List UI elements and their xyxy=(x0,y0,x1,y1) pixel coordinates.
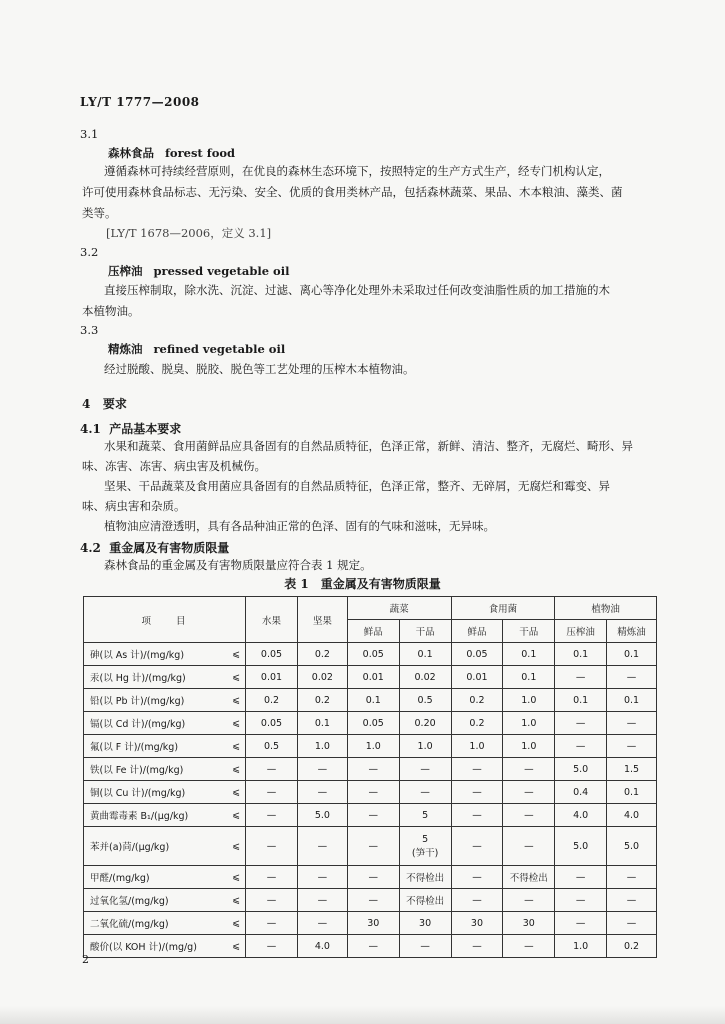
term-cn: 森林食品 xyxy=(108,146,154,160)
table-cell: 0.1 xyxy=(555,643,607,666)
le-sign: ⩽ xyxy=(227,935,245,958)
term-cn: 压榨油 xyxy=(108,264,143,278)
row-item-label: 过氧化氢/(mg/kg) xyxy=(84,889,228,912)
table-cell: 0.01 xyxy=(246,666,298,689)
table-cell: — xyxy=(503,781,555,804)
table-cell: 不得检出 xyxy=(399,866,451,889)
table-cell: 5.0 xyxy=(555,758,607,781)
table-cell: — xyxy=(503,758,555,781)
table-cell: 0.05 xyxy=(246,643,298,666)
row-item-label: 甲醛/(mg/kg) xyxy=(84,866,228,889)
le-sign: ⩽ xyxy=(227,666,245,689)
row-item-label: 二氧化硫/(mg/kg) xyxy=(84,912,228,935)
table-cell: — xyxy=(297,889,347,912)
table-cell: 0.05 xyxy=(347,643,399,666)
row-item-label: 汞(以 Hg 计)/(mg/kg) xyxy=(84,666,228,689)
section-heading xyxy=(80,539,229,556)
standard-header: LY/T 1777—2008 xyxy=(80,95,200,109)
table-cell: 5.0 xyxy=(607,827,657,866)
chapter-title: 要求 xyxy=(102,397,127,411)
le-sign: ⩽ xyxy=(227,827,245,866)
table-cell: 30 xyxy=(399,912,451,935)
table-cell: 1.0 xyxy=(451,735,503,758)
cell-value: 5 xyxy=(422,833,429,845)
paragraph-line: 味、病虫害和杂质。 xyxy=(82,499,186,513)
table-cell: 0.1 xyxy=(399,643,451,666)
table-row xyxy=(84,889,657,912)
table-cell: — xyxy=(451,781,503,804)
table-cell: — xyxy=(503,935,555,958)
header-fresh: 鲜品 xyxy=(347,620,399,643)
table-cell: 30 xyxy=(503,912,555,935)
table-cell: 0.2 xyxy=(451,712,503,735)
row-item-label: 砷(以 As 计)/(mg/kg) xyxy=(84,643,228,666)
header-fungi: 食用菌 xyxy=(451,597,555,620)
table-cell: — xyxy=(503,827,555,866)
table-cell: 1.0 xyxy=(503,712,555,735)
paragraph-line: 植物油应清澄透明，具有各品种油正常的色泽、固有的气味和滋味，无异味。 xyxy=(104,519,495,533)
table-cell: 0.05 xyxy=(347,712,399,735)
table-cell: 0.1 xyxy=(607,689,657,712)
table-cell: — xyxy=(399,781,451,804)
table-caption: 表 1 重金属及有害物质限量 xyxy=(284,577,441,591)
table-cell: 0.01 xyxy=(451,666,503,689)
table-row xyxy=(84,781,657,804)
table-cell: 1.5 xyxy=(607,758,657,781)
section-heading xyxy=(80,420,181,437)
table-cell: — xyxy=(607,889,657,912)
definition-line: 本植物油。 xyxy=(82,304,140,318)
definition-line: 许可使用森林食品标志、无污染、安全、优质的食用类林产品，包括森林蔬菜、果品、木本粮油、藻类、菌 xyxy=(82,185,623,199)
table-cell: — xyxy=(555,666,607,689)
definition-line: 经过脱酸、脱臭、脱胶、脱色等工艺处理的压榨木本植物油。 xyxy=(104,362,415,376)
table-cell: — xyxy=(555,712,607,735)
clause-number: 3.3 xyxy=(80,323,99,337)
term-heading xyxy=(108,341,285,357)
table-cell: 0.1 xyxy=(297,712,347,735)
table-row xyxy=(84,827,657,866)
header-dry: 干品 xyxy=(399,620,451,643)
le-sign: ⩽ xyxy=(227,735,245,758)
page-number: 2 xyxy=(82,953,89,966)
row-item-label: 铁(以 Fe 计)/(mg/kg) xyxy=(84,758,228,781)
table-cell: — xyxy=(297,827,347,866)
table-cell: — xyxy=(555,889,607,912)
table-cell: 1.0 xyxy=(555,935,607,958)
table-cell: 0.20 xyxy=(399,712,451,735)
header-vegetable: 蔬菜 xyxy=(347,597,451,620)
table-cell: — xyxy=(297,912,347,935)
le-sign: ⩽ xyxy=(227,889,245,912)
table-row xyxy=(84,689,657,712)
table-cell: 1.0 xyxy=(503,735,555,758)
table-cell: — xyxy=(246,889,298,912)
clause-number: 3.2 xyxy=(80,245,99,259)
row-item-label: 黄曲霉毒素 B₁/(μg/kg) xyxy=(84,804,228,827)
table-row xyxy=(84,735,657,758)
source-reference: [LY/T 1678—2006，定义 3.1] xyxy=(106,226,272,240)
table-row xyxy=(84,643,657,666)
table-cell: 不得检出 xyxy=(503,866,555,889)
table-cell: 0.1 xyxy=(347,689,399,712)
table-cell: — xyxy=(451,866,503,889)
header-pressed-oil: 压榨油 xyxy=(555,620,607,643)
term-en: refined vegetable oil xyxy=(153,342,286,356)
table-cell: — xyxy=(246,804,298,827)
table-cell: 0.1 xyxy=(555,689,607,712)
table-cell: 0.2 xyxy=(297,689,347,712)
table-cell xyxy=(399,827,451,866)
table-cell: — xyxy=(347,758,399,781)
table-cell: 0.1 xyxy=(607,643,657,666)
paragraph-line: 味、冻害、冻害、病虫害及机械伤。 xyxy=(82,459,266,473)
paragraph-line: 坚果、干品蔬菜及食用菌应具备固有的自然品质特征，色泽正常，整齐、无碎屑，无腐烂和霉变、异 xyxy=(104,479,610,493)
le-sign: ⩽ xyxy=(227,781,245,804)
paragraph-line: 水果和蔬菜、食用菌鲜品应具备固有的自然品质特征，色泽正常，新鲜、清洁、整齐，无腐烂、畸形、异 xyxy=(104,439,633,453)
table-cell: 0.01 xyxy=(347,666,399,689)
row-item-label: 铅(以 Pb 计)/(mg/kg) xyxy=(84,689,228,712)
table-cell: — xyxy=(555,912,607,935)
row-item-label: 苯并(a)苘/(μg/kg) xyxy=(84,827,228,866)
table-cell: 0.2 xyxy=(607,935,657,958)
header-oil: 植物油 xyxy=(555,597,657,620)
table-cell: — xyxy=(607,735,657,758)
row-item-label: 铜(以 Cu 计)/(mg/kg) xyxy=(84,781,228,804)
table-cell: — xyxy=(347,827,399,866)
table-cell: 5.0 xyxy=(555,827,607,866)
cell-note: (笋干) xyxy=(411,847,439,859)
header-fresh: 鲜品 xyxy=(451,620,503,643)
section-number: 4.1 xyxy=(80,422,101,436)
table-cell: — xyxy=(607,712,657,735)
limits-table xyxy=(83,596,657,958)
table-cell: — xyxy=(451,935,503,958)
table-cell: 0.1 xyxy=(607,781,657,804)
term-heading xyxy=(108,145,235,161)
table-cell: 5 xyxy=(399,804,451,827)
table-cell: 0.2 xyxy=(297,643,347,666)
header-refined-oil: 精炼油 xyxy=(607,620,657,643)
table-row xyxy=(84,804,657,827)
row-item-label: 氟(以 F 计)/(mg/kg) xyxy=(84,735,228,758)
definition-line: 类等。 xyxy=(82,206,117,220)
table-cell: — xyxy=(246,781,298,804)
term-heading xyxy=(108,263,289,279)
table-cell: — xyxy=(451,827,503,866)
header-dry: 干品 xyxy=(503,620,555,643)
row-item-label: 酸价(以 KOH 计)/(mg/g) xyxy=(84,935,228,958)
table-cell: 4.0 xyxy=(297,935,347,958)
term-cn: 精炼油 xyxy=(108,342,143,356)
table-cell: — xyxy=(555,866,607,889)
table-cell: — xyxy=(503,804,555,827)
le-sign: ⩽ xyxy=(227,689,245,712)
paragraph-line: 森林食品的重金属及有害物质限量应符合表 1 规定。 xyxy=(104,558,372,572)
table-cell: — xyxy=(399,935,451,958)
table-cell: 0.02 xyxy=(297,666,347,689)
table-row xyxy=(84,935,657,958)
table-cell: — xyxy=(246,827,298,866)
table-cell: — xyxy=(451,758,503,781)
table-cell: — xyxy=(347,804,399,827)
definition-line: 直接压榨制取，除水洗、沉淀、过滤、离心等净化处理外未采取过任何改变油脂性质的加工措施的木 xyxy=(104,283,610,297)
table-cell: — xyxy=(297,866,347,889)
table-cell: — xyxy=(246,758,298,781)
le-sign: ⩽ xyxy=(227,912,245,935)
header-fruit: 水果 xyxy=(246,597,298,643)
table-cell: — xyxy=(607,866,657,889)
table-cell: — xyxy=(246,866,298,889)
table-cell: — xyxy=(297,758,347,781)
table-cell: — xyxy=(555,735,607,758)
table-cell: — xyxy=(607,666,657,689)
chapter-heading xyxy=(82,395,127,412)
section-title: 产品基本要求 xyxy=(109,422,182,436)
table-cell: 1.0 xyxy=(503,689,555,712)
table-cell: — xyxy=(399,758,451,781)
table-cell: 1.0 xyxy=(399,735,451,758)
table-row xyxy=(84,712,657,735)
table-cell: 0.4 xyxy=(555,781,607,804)
section-title: 重金属及有害物质限量 xyxy=(109,541,230,555)
table-cell: — xyxy=(246,912,298,935)
table-cell: 0.1 xyxy=(503,666,555,689)
chapter-number: 4 xyxy=(82,397,91,411)
table-cell: 1.0 xyxy=(347,735,399,758)
table-cell: 0.05 xyxy=(451,643,503,666)
table-cell: 0.5 xyxy=(246,735,298,758)
table-cell: — xyxy=(297,781,347,804)
le-sign: ⩽ xyxy=(227,712,245,735)
table-row xyxy=(84,666,657,689)
le-sign: ⩽ xyxy=(227,643,245,666)
table-cell: 4.0 xyxy=(555,804,607,827)
clause-number: 3.1 xyxy=(80,127,99,141)
table-cell: 30 xyxy=(451,912,503,935)
section-number: 4.2 xyxy=(80,541,101,555)
table-cell: — xyxy=(451,889,503,912)
table-cell: — xyxy=(451,804,503,827)
table-cell: — xyxy=(607,912,657,935)
table-cell: — xyxy=(347,781,399,804)
table-cell: — xyxy=(347,889,399,912)
table-cell: 0.02 xyxy=(399,666,451,689)
table-cell: — xyxy=(246,935,298,958)
header-item: 项 目 xyxy=(84,597,246,643)
term-en: pressed vegetable oil xyxy=(153,264,290,278)
table-cell: — xyxy=(503,889,555,912)
table-row xyxy=(84,912,657,935)
table-row xyxy=(84,866,657,889)
header-nut: 坚果 xyxy=(297,597,347,643)
term-en: forest food xyxy=(164,146,236,160)
table-cell: 0.2 xyxy=(246,689,298,712)
le-sign: ⩽ xyxy=(227,804,245,827)
table-cell: 4.0 xyxy=(607,804,657,827)
table-cell: 0.2 xyxy=(451,689,503,712)
table-cell: 5.0 xyxy=(297,804,347,827)
le-sign: ⩽ xyxy=(227,866,245,889)
row-item-label: 镉(以 Cd 计)/(mg/kg) xyxy=(84,712,228,735)
table-cell: 0.5 xyxy=(399,689,451,712)
table-cell: 0.05 xyxy=(246,712,298,735)
table-cell: 0.1 xyxy=(503,643,555,666)
table-cell: — xyxy=(347,935,399,958)
table-cell: — xyxy=(347,866,399,889)
page-bottom-shadow xyxy=(0,1006,725,1024)
table-cell: 1.0 xyxy=(297,735,347,758)
table-cell: 不得检出 xyxy=(399,889,451,912)
table-cell: 30 xyxy=(347,912,399,935)
definition-line: 遵循森林可持续经营原则，在优良的森林生态环境下，按照特定的生产方式生产，经专门机构认定， xyxy=(104,164,610,178)
table-row xyxy=(84,758,657,781)
le-sign: ⩽ xyxy=(227,758,245,781)
